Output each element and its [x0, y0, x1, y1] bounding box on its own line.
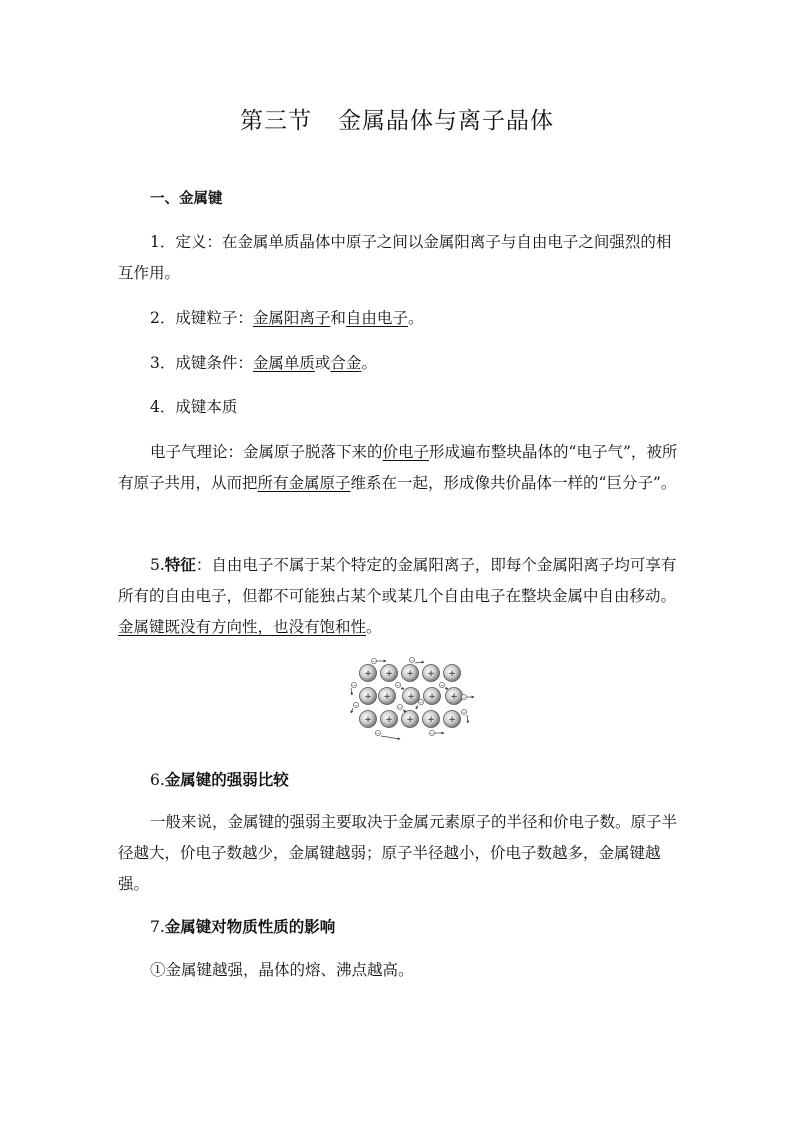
- svg-text:+: +: [448, 715, 456, 725]
- svg-text:+: +: [407, 692, 415, 702]
- free-electron: [397, 704, 406, 712]
- metal-ion: [444, 665, 461, 682]
- item-strength-comparison-text: 一般来说，金属键的强弱主要取决于金属元素原子的半径和价电子数。原子半径越大，价电子数越少，金属键越弱；原子半径越小，价电子数越多，金属键越强。: [118, 813, 678, 893]
- title-section-number: 第三节: [240, 108, 312, 134]
- item-characteristics: 5.特征：自由电子不属于某个特定的金属阳离子，即每个金属阳离子均可享有所有的自由电子，但都不可能独占某个或某几个自由电子在整块金属中自由移动。金属键既没有方向性，也没有饱和性。: [118, 556, 677, 636]
- free-electron: [395, 682, 404, 689]
- svg-text:+: +: [364, 692, 372, 702]
- metal-ion: [423, 665, 440, 682]
- svg-text:−: −: [396, 683, 400, 689]
- answer-no-direction-no-saturation: 金属键既没有方向性，也没有饱和性: [118, 618, 367, 636]
- item-bonding-nature-heading: 4．成键本质: [150, 398, 238, 416]
- svg-text:−: −: [419, 700, 423, 706]
- free-electron: [351, 702, 359, 713]
- svg-text:−: −: [430, 731, 434, 737]
- answer-all-metal-atoms: 所有金属原子: [257, 474, 351, 492]
- svg-text:−: −: [462, 695, 466, 701]
- svg-text:−: −: [376, 731, 380, 737]
- free-electron: [375, 730, 400, 739]
- svg-text:+: +: [364, 669, 372, 679]
- svg-text:+: +: [383, 692, 391, 702]
- metal-ion: [381, 711, 398, 728]
- metal-ion: [379, 688, 396, 705]
- svg-text:+: +: [385, 669, 393, 679]
- metal-ion: [360, 665, 377, 682]
- metal-ion: [381, 665, 398, 682]
- item-property-effect-1: ①金属键越强，晶体的熔、沸点越高。: [150, 961, 414, 979]
- item-strength-comparison-heading: 6.金属键的强弱比较: [150, 771, 289, 789]
- free-electron: [461, 694, 474, 700]
- svg-text:+: +: [406, 669, 414, 679]
- metal-ion: [424, 688, 441, 705]
- svg-text:−: −: [398, 705, 402, 711]
- svg-text:−: −: [440, 683, 444, 689]
- svg-text:−: −: [354, 703, 358, 709]
- free-electron: [461, 709, 468, 723]
- free-electron: [351, 682, 357, 695]
- svg-text:+: +: [427, 715, 435, 725]
- metal-ion: [402, 711, 419, 728]
- item-property-effects-heading: 7.金属键对物质性质的影响: [150, 918, 336, 936]
- metal-ion-lattice: [360, 665, 463, 728]
- page-title: [0, 102, 794, 135]
- svg-text:−: −: [352, 683, 356, 689]
- answer-alloy: 合金: [330, 354, 362, 372]
- metal-ion: [360, 711, 377, 728]
- free-electron: [439, 682, 448, 689]
- svg-text:+: +: [385, 715, 393, 725]
- section-heading-metal-bond: 一、金属键: [150, 191, 223, 207]
- answer-metal-cation: 金属阳离子: [252, 309, 331, 327]
- answer-valence-electron: 价电子: [382, 443, 430, 461]
- item-bonding-nature-text: 电子气理论：金属原子脱落下来的价电子形成遍布整块晶体的“电子气”，被所有原子共用，从而把所有金属原子维系在一起，形成像共价晶体一样的“巨分子”。: [118, 443, 678, 492]
- svg-text:−: −: [372, 659, 376, 665]
- metal-ion: [402, 665, 419, 682]
- svg-text:+: +: [427, 669, 435, 679]
- free-electron: [409, 657, 424, 663]
- svg-text:+: +: [450, 692, 458, 702]
- metal-ion: [444, 711, 461, 728]
- item-bonding-particles: 2．成键粒子：金属阳离子和自由电子。: [150, 309, 424, 327]
- title-text: 金属晶体与离子晶体: [338, 108, 554, 134]
- free-electron: [429, 730, 444, 736]
- svg-text:+: +: [448, 669, 456, 679]
- metal-ion: [360, 688, 377, 705]
- electron-sea-diagram: [344, 657, 482, 741]
- answer-metal-element: 金属单质: [252, 354, 315, 372]
- item-bonding-conditions: 3．成键条件：金属单质或合金。: [150, 354, 377, 372]
- free-electron: [371, 658, 386, 664]
- svg-text:−: −: [462, 710, 466, 716]
- metal-ion: [403, 688, 420, 705]
- svg-text:−: −: [410, 658, 414, 664]
- svg-text:+: +: [428, 692, 436, 702]
- item-definition: 1．定义：在金属单质晶体中原子之间以金属阳离子与自由电子之间强烈的相互作用。: [118, 233, 672, 282]
- svg-text:+: +: [364, 715, 372, 725]
- metal-ion: [423, 711, 440, 728]
- answer-free-electron: 自由电子: [345, 309, 408, 327]
- metal-ion: [446, 688, 463, 705]
- svg-text:+: +: [406, 715, 414, 725]
